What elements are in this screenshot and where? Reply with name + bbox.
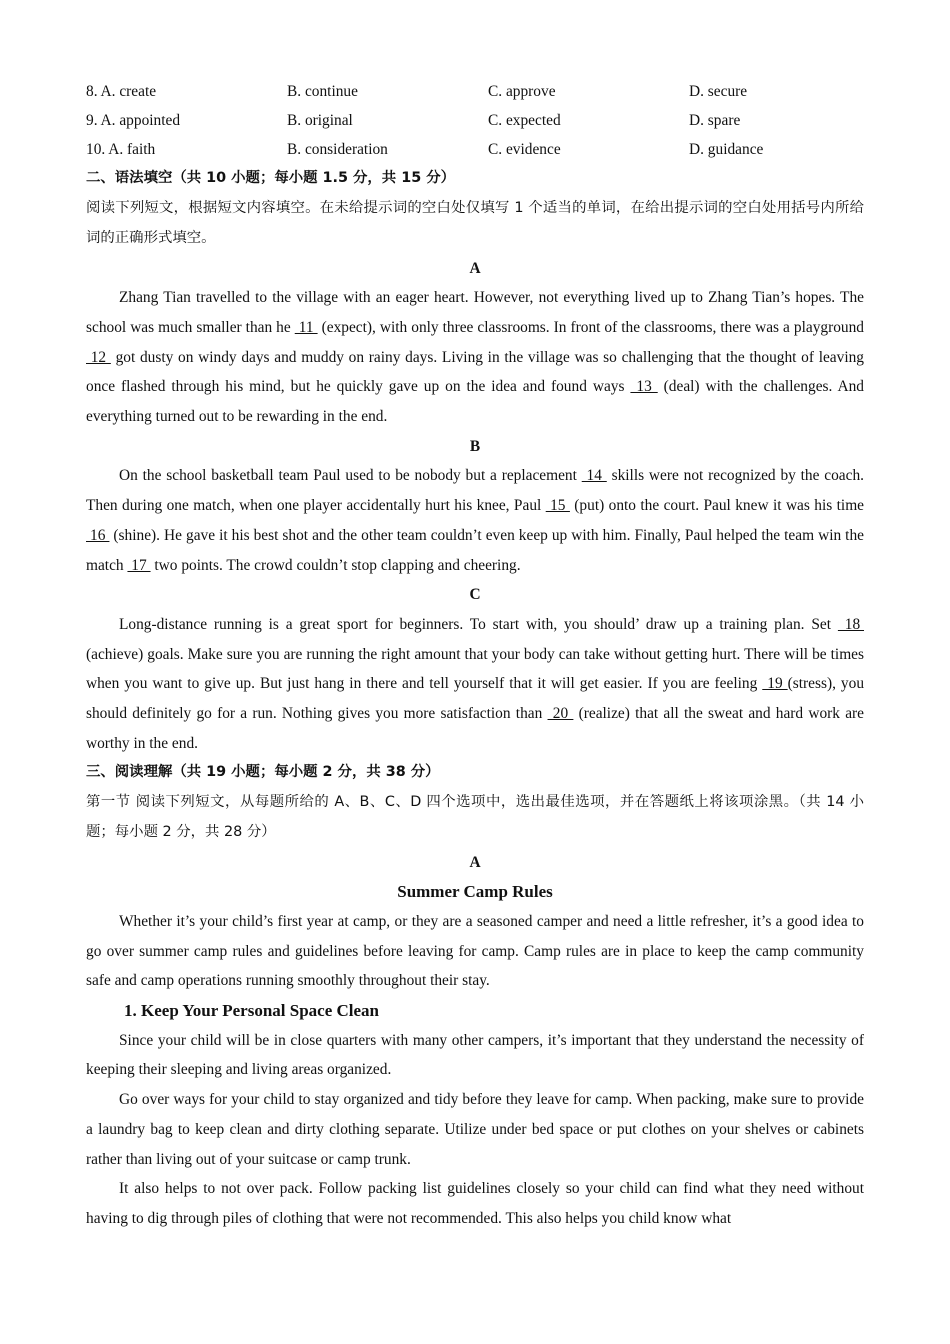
rule-1-paragraph-1: Since your child will be in close quarters with many other campers, it’s important that they understand the necessity of keeping their sleeping and living areas organized. (86, 1031, 864, 1079)
option-c: C. expected (488, 111, 561, 129)
blank-13[interactable]: 13 (630, 378, 658, 396)
blank-11[interactable]: 11 (294, 318, 318, 336)
option-a: 10. A. faith (86, 140, 156, 158)
reading-a-label: A (469, 853, 481, 871)
section-2-instruction: 阅读下列短文，根据短文内容填空。在未给提示词的空白处仅填写 1 个适当的单词，在给出提示词的空白处用括号内所给词的正确形式填空。 (86, 200, 864, 246)
option-c: C. approve (488, 83, 556, 100)
passage-c-text: Long-distance running is a great sport for beginners. To start with, you should’ draw up a training plan. Set 18 (achieve) goals. Make sure you are running the right amount that your body can take without getting hurt. There will be times when you want to give up. But just hang in there and tell yourself that it will get easier. If you are feeling 19 (stress), you should definitely go for a run. Nothing gives you more satisfaction than 20 (realize) that all the sweat and hard work are worthy in the end. (86, 615, 865, 752)
passage-b-label: B (469, 437, 481, 455)
option-b: B. original (287, 111, 353, 129)
section-2-heading: 二、语法填空（共 10 小题；每小题 1.5 分，共 15 分） (86, 170, 456, 187)
blank-12[interactable]: 12 (86, 348, 111, 366)
option-c: C. evidence (488, 140, 561, 158)
option-d: D. spare (689, 111, 741, 129)
passage-a-text: Zhang Tian travelled to the village with an eager heart. However, not everything lived up to Zhang Tian’s hopes. The school was much smaller than he 11 (expect), with only three classrooms. In front of the classrooms, there was a playground 12 got dusty on windy days and muddy on rainy days. Living in the village was so challenging that the thought of leaving once flashed through his mind, but he quickly gave up on the idea and found ways 13 (deal) with the challenges. And everything turned out to be rewarding in the end. (86, 289, 865, 426)
blank-14[interactable]: 14 (581, 467, 607, 485)
passage-a-label: A (469, 259, 481, 277)
document-page (86, 78, 864, 1234)
blank-15[interactable]: 15 (545, 497, 570, 515)
question-8-options (86, 78, 864, 107)
passage-c-label: C (469, 586, 481, 604)
option-d: D. guidance (689, 140, 764, 158)
blank-20[interactable]: 20 (547, 705, 574, 723)
question-9-options (86, 107, 864, 136)
reading-title: Summer Camp Rules (397, 882, 553, 902)
question-10-options (86, 136, 864, 165)
section-3-heading: 三、阅读理解（共 19 小题；每小题 2 分，共 38 分） (86, 764, 440, 781)
option-b: B. continue (287, 83, 358, 100)
section-3-instruction: 第一节 阅读下列短文，从每题所给的 A、B、C、D 四个选项中，选出最佳选项，并在答题纸上将该项涂黑。（共 14 小题；每小题 2 分，共 28 分） (86, 794, 864, 840)
rule-1-heading: 1. Keep Your Personal Space Clean (124, 1001, 379, 1021)
passage-b-text: On the school basketball team Paul used to be nobody but a replacement 14 skills were not recognized by the coach. Then during one match, when one player accidentally hurt his knee, Paul 15 (put) onto the court. Paul knew it was his time 16 (shine). He gave it his best shot and the other team couldn’t even keep up with him. Finally, Paul helped the team win the match 17 two points. The crowd couldn’t stop clapping and cheering. (86, 467, 865, 574)
blank-16[interactable]: 16 (86, 526, 110, 544)
option-a: 9. A. appointed (86, 111, 181, 129)
blank-18[interactable]: 18 (837, 615, 864, 633)
reading-intro: Whether it’s your child’s first year at camp, or they are a seasoned camper and need a little refresher, it’s a good idea to go over summer camp rules and guidelines before leaving for camp. Camp rules are in place to keep the camp community safe and camp operations running smoothly throughout their stay. (86, 912, 864, 990)
blank-19[interactable]: 19 (762, 675, 788, 693)
blank-17[interactable]: 17 (127, 556, 151, 574)
option-a: 8. A. create (86, 83, 157, 100)
rule-1-paragraph-3: It also helps to not over pack. Follow packing list guidelines closely so your child can find what they need without having to dig through piles of clothing that were not recommended. This also helps you child know what (86, 1180, 864, 1227)
rule-1-paragraph-2: Go over ways for your child to stay organized and tidy before they leave for camp. When packing, make sure to provide a laundry bag to keep clean and dirty clothing separate. Utilize under bed space or put clothes on your shelves or cabinets rather than living out of your suitcase or camp trunk. (86, 1091, 864, 1168)
option-b: B. consideration (287, 140, 388, 158)
option-d: D. secure (689, 83, 748, 100)
